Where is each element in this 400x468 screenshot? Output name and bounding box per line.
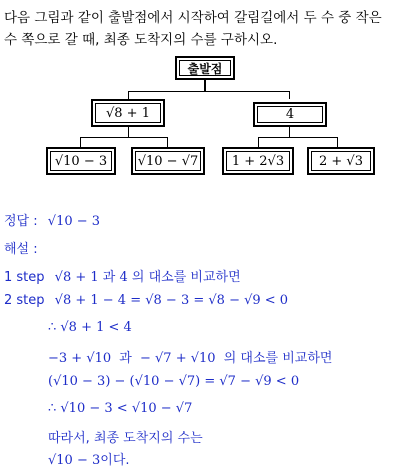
conclusion-2: ∴ √10 − 3 < √10 − √7 xyxy=(48,401,193,416)
step1-math2: 4 xyxy=(119,270,128,285)
compare-math-2: − √7 + √10 xyxy=(140,351,216,366)
step1-text2: 의 대소를 비교하면 xyxy=(131,270,241,285)
tree-node-left xyxy=(91,99,165,127)
tree-leaf-2-label: √10 − √7 xyxy=(137,153,199,169)
tree-leaf-2 xyxy=(131,147,205,175)
step2-prefix: 2 step xyxy=(4,293,45,308)
connector xyxy=(337,137,338,147)
tree-root-label: 출발점 xyxy=(187,61,223,76)
explanation-label: 해설 : xyxy=(4,242,38,257)
answer-value: √10 − 3 xyxy=(47,214,101,229)
connector xyxy=(167,137,168,147)
connector xyxy=(80,137,81,147)
answer-label: 정답 : xyxy=(4,214,38,229)
connector xyxy=(128,91,129,99)
therefore-line: 따라서, 최종 도착지의 수는 xyxy=(48,431,203,446)
compare-text-1: 과 xyxy=(119,351,132,366)
step2-line xyxy=(4,293,288,308)
step1-text: 과 xyxy=(102,270,116,285)
tree-leaf-4-label: 2 + √3 xyxy=(319,153,363,169)
conclusion-1: ∴ √8 + 1 < 4 xyxy=(48,320,132,335)
difference-line: (√10 − 3) − (√10 − √7) = √7 − √9 < 0 xyxy=(48,374,300,389)
step1-line xyxy=(4,266,241,285)
tree-leaf-1-label: √10 − 3 xyxy=(54,153,108,169)
step1-prefix: 1 step xyxy=(4,270,45,285)
compare-math-1: −3 + √10 xyxy=(48,351,112,366)
question-line-2: 수 쪽으로 갈 때, 최종 도착지의 수를 구하시오. xyxy=(4,32,278,48)
final-line xyxy=(48,449,130,468)
compare-text-2: 의 대소를 비교하면 xyxy=(223,351,333,366)
connector xyxy=(289,91,290,99)
connector xyxy=(258,137,259,147)
step1-math: √8 + 1 xyxy=(54,270,99,285)
step2-math: √8 + 1 − 4 = √8 − 3 = √8 − √9 < 0 xyxy=(54,293,289,308)
final-math: √10 − 3 xyxy=(48,453,101,468)
tree-node-right-label: 4 xyxy=(285,107,295,122)
connector xyxy=(80,137,168,138)
question-line-1: 다음 그림과 같이 출발점에서 시작하여 갈림길에서 두 수 중 작은 xyxy=(4,10,382,26)
final-text: 이다. xyxy=(100,453,130,468)
tree-leaf-3 xyxy=(222,147,294,175)
tree-leaf-4 xyxy=(307,147,375,175)
answer-line xyxy=(4,210,100,229)
tree-node-left-label: √8 + 1 xyxy=(106,105,150,121)
tree-leaf-3-label: 1 + 2√3 xyxy=(231,153,285,169)
connector xyxy=(258,137,338,138)
tree-root-box xyxy=(175,56,235,80)
tree-node-right xyxy=(253,102,327,127)
connector xyxy=(128,91,290,92)
compare-line xyxy=(48,347,332,366)
tree-leaf-1 xyxy=(46,147,116,175)
